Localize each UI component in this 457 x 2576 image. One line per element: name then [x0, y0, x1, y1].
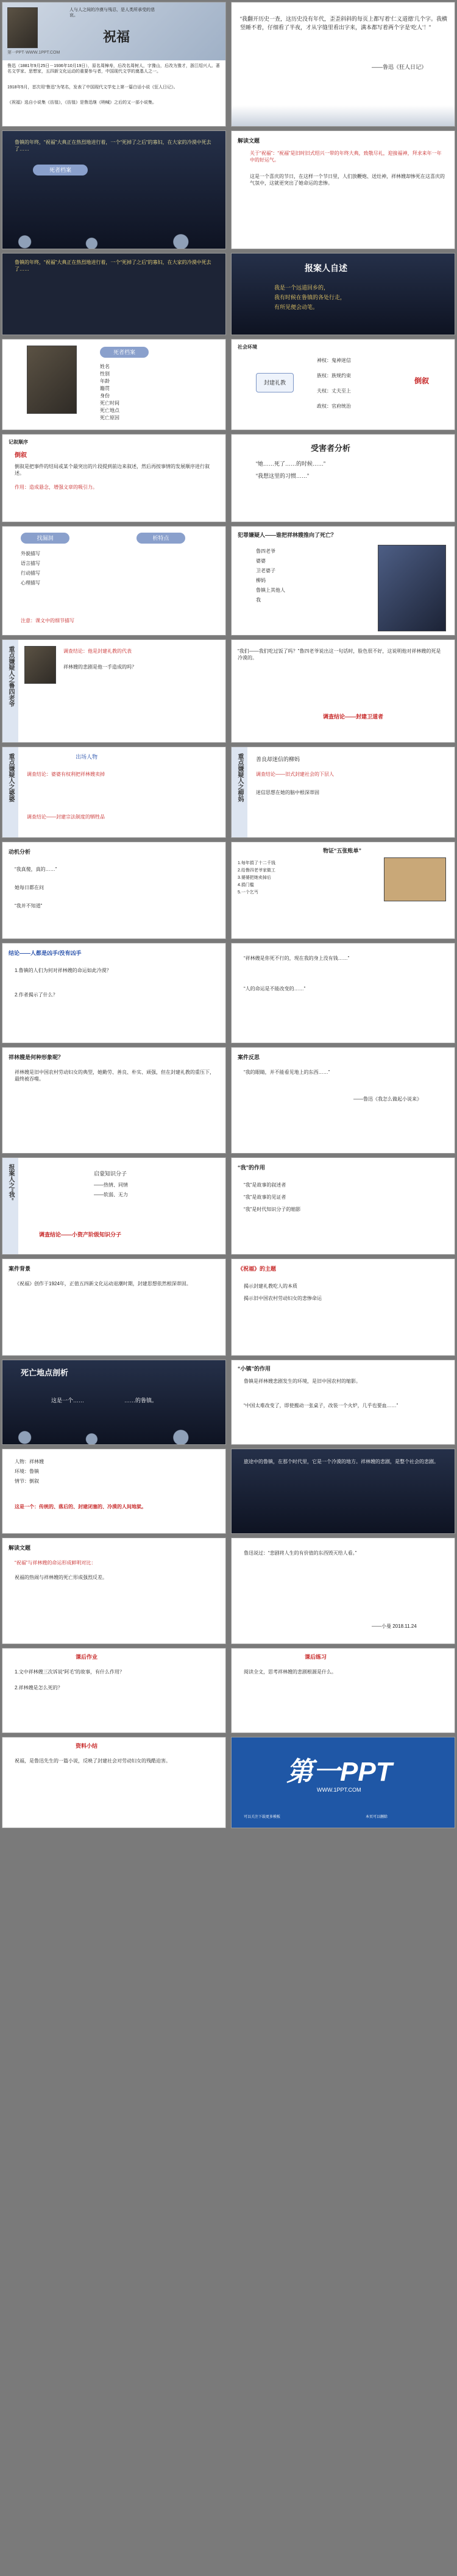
slide-3[interactable]	[2, 130, 226, 249]
reporter-title: 报案人自述	[305, 263, 347, 273]
liuma-p2: 调查结论——旧式封建社会的下层人	[256, 772, 334, 777]
slide-9[interactable]	[2, 434, 226, 522]
narrator-l3: ——软弱、无力	[94, 1192, 128, 1198]
cover-url: 第一PPT·WWW.1PPT.COM	[7, 51, 60, 55]
reporter-line-3: 有所见便会动笔。	[274, 304, 319, 310]
slide-6[interactable]	[231, 253, 455, 335]
slide-10[interactable]	[231, 434, 455, 522]
slide-21[interactable]	[2, 1047, 226, 1154]
summary-1: 人物：祥林嫂	[15, 1459, 44, 1464]
slide-27[interactable]	[2, 1360, 226, 1445]
tag-find-gaps: 找漏洞	[21, 533, 69, 544]
cover-title: 祝福	[103, 29, 130, 44]
title2-p1: “祝福”与祥林嫂的命运形成鲜明对比：	[15, 1560, 96, 1566]
slide-18[interactable]	[231, 842, 455, 939]
place-title: 死亡地点剖析	[21, 1368, 69, 1377]
bill-2: 2.给鲁四老爷家做工	[238, 868, 275, 873]
closing-signature: ——小曼 2018.11.24	[372, 1623, 417, 1629]
slide-24[interactable]	[231, 1157, 455, 1255]
section-head: 解读文题	[238, 138, 260, 144]
slide-34[interactable]	[231, 1648, 455, 1733]
file-row-3: 年龄	[100, 378, 110, 384]
env-right: 倒叙	[414, 377, 430, 385]
town-head: “小镇”的作用	[238, 1366, 271, 1372]
motive-1: “我真傻，真的……”	[15, 867, 57, 872]
slide-2[interactable]	[231, 2, 455, 127]
title-note-1: 关于“祝福”：“祝福”是旧时旧式绍兴一带的年终大典，致敬尽礼，迎接福神，拜求来年一年中的好运气。	[250, 151, 442, 163]
order-p1: 倒叙是把事件的结局或某个最突出的片段提到前边来叙述，然后再按事情的发展顺序进行叙述。	[15, 464, 210, 476]
deceased-label: 死者档案	[33, 165, 88, 176]
suspect-4: 柳妈	[256, 578, 266, 583]
analysis-item-1: 外貌描写	[21, 551, 40, 556]
town-quote: “中国太难改变了，即使搬动一张桌子，改装一个火炉，几乎也要血……”	[244, 1403, 399, 1408]
footer-note-2: 本页可以删除	[366, 1815, 388, 1819]
slide-14[interactable]	[231, 639, 455, 743]
theme-head: 《祝福》的主题	[238, 1266, 277, 1272]
quote-p2: “人的命运是不能改变的……”	[244, 986, 306, 992]
slide-25[interactable]	[2, 1258, 226, 1356]
liuma-p3: 迷信思想在她的脑中根深蒂固	[256, 790, 319, 795]
motive-3: “我并不知道”	[15, 903, 43, 909]
conclusion-1: 调查结论：婆婆有权利把祥林嫂卖掉	[27, 772, 105, 777]
slide-13[interactable]	[2, 639, 226, 743]
homework-1: 1.文中祥林嫂三次诉说“阿毛”的故事，有什么作用？	[15, 1669, 124, 1675]
image-head: 祥林嫂是何种形象呢？	[9, 1054, 64, 1060]
analysis-item-3: 行动描写	[21, 570, 40, 576]
order-lead: 倒叙	[15, 452, 27, 459]
place-p2: ……的鲁镇。	[124, 1397, 158, 1403]
banner-text: 鲁镇的年终，“祝福”大典正在热烈地进行着，一个“死掉了之后”的寡妇，在大家的冷漠中死去了……	[15, 260, 211, 272]
conclusion-head: 结论——人都是凶手/没有凶手	[9, 950, 82, 956]
file-row-4: 籍贯	[100, 386, 110, 391]
exercise-text: 阅读全文，思考祥林嫂的悲剧根源是什么。	[244, 1669, 336, 1675]
slide-23[interactable]	[2, 1157, 226, 1255]
role-1: “我”是故事的叙述者	[244, 1182, 286, 1188]
role-2: “我”是故事的见证者	[244, 1194, 286, 1200]
reflect-source: ——鲁迅《我怎么做起小说来》	[353, 1096, 422, 1102]
bill-5: 5.一个乞丐	[238, 890, 258, 895]
suspect-5: 鲁镇上其他人	[256, 587, 285, 593]
slide-30[interactable]	[231, 1449, 455, 1534]
homework-head: 课后作业	[76, 1654, 98, 1660]
detective-image	[378, 545, 446, 631]
image-text: 祥林嫂是旧中国农村劳动妇女的典型，她勤劳、善良、朴实、顽强，但在封建礼教的重压下，最终被吞噬。	[15, 1070, 214, 1082]
order-head: 记叙顺序	[9, 439, 28, 445]
reflect-text: “我的眼睛，并不能看见地上的东西……”	[244, 1070, 330, 1075]
place-p1: 这是一个……	[51, 1397, 85, 1403]
summary-2: 环境：鲁镇	[15, 1469, 39, 1474]
suspect-1: 鲁四老爷	[256, 548, 275, 554]
file-row-1: 姓名	[100, 364, 110, 369]
analysis-note: 注意：课文中的细节描写	[21, 618, 74, 623]
narrator-tag: 调查结论——小资产阶级知识分子	[39, 1232, 122, 1238]
theme-1: 揭示封建礼教吃人的本质	[244, 1283, 297, 1289]
summary-tag: 这是一个：传统的、落后的、封建闭塞的、冷漠的人间地狱。	[15, 1504, 146, 1510]
summary-3: 情节：倒叙	[15, 1478, 39, 1484]
suspect-2: 婆婆	[256, 558, 266, 564]
cover-lead: 人与人之间的冷漠与残忍，是人类所承受的悲哀。	[69, 8, 155, 18]
file-row-2: 性别	[100, 371, 110, 377]
closing-quote: 鲁迅说过：“悲剧将人生的有价值的东西毁灭给人看。”	[244, 1550, 357, 1556]
quote-paragraph: “我们——我们吃过饭了吗？”鲁四老爷说出这一句话时，脸色很不好，这说明他对祥林嫂的死是冷漠的。	[238, 648, 441, 661]
conclusion-a: 2.作者揭示了什么？	[15, 992, 58, 998]
intro-para-2: 1918年5月，首次用“鲁迅”为笔名，发表了中国现代文学史上第一篇白话小说《狂人日记》。	[7, 85, 178, 90]
victim-photo	[27, 346, 77, 414]
slide-4[interactable]	[231, 130, 455, 249]
title2-head: 解读文题	[9, 1545, 31, 1551]
file-row-7: 死亡地点	[100, 408, 119, 413]
evidence-head: 物证“五张账单”	[323, 848, 362, 854]
quote-p1: “祥林嫂是你死不行的，现在我的身上没有钱……”	[244, 956, 350, 961]
slide-28[interactable]	[231, 1360, 455, 1445]
slide-32[interactable]	[231, 1538, 455, 1644]
quote-text: “我翻开历史一查，这历史没有年代，歪歪斜斜的每页上都写着‘仁义道德’几个字。我横竖睡不着，仔细看了半夜，才从字缝里看出字来，满本都写着两个字是‘吃人’！”	[240, 16, 447, 31]
motive-2: 她每日都在问	[15, 885, 44, 890]
suspect-title: 犯罪嫌疑人——谁把祥林嫂推向了死亡？	[238, 532, 337, 538]
brand-logo: 第一PPT	[286, 1757, 392, 1787]
slide-33[interactable]	[2, 1648, 226, 1733]
snow-decoration	[2, 1427, 225, 1444]
intro-para-3: 《祝福》选自小说集《彷徨》，《彷徨》是鲁迅继《呐喊》之后的又一部小说集。	[7, 101, 157, 105]
summary-head: 资料小结	[76, 1743, 98, 1749]
slide-19[interactable]	[2, 943, 226, 1043]
tag-analyze: 析特点	[136, 533, 185, 544]
suspect-tag: 出场人物	[76, 754, 98, 760]
narrator-l1: 启蒙知识分子	[94, 1171, 127, 1177]
liuma-p1: 善良却迷信的柳妈	[256, 756, 300, 762]
env-item-3: 夫权：丈夫至上	[317, 388, 351, 394]
title2-p2: 祝福的热闹与祥林嫂的死亡形成强烈反差。	[15, 1575, 107, 1580]
conclusion-1: 调查结论：他是封建礼教的代表	[63, 648, 132, 654]
slide-26[interactable]	[231, 1258, 455, 1356]
reflect-head: 案件反思	[238, 1054, 260, 1060]
town-night-text: 旅途中的鲁镇，在那个时代里，它是一个冷漠的地方。祥林嫂的悲剧，是整个社会的悲剧。	[244, 1459, 439, 1464]
theme-2: 揭示旧中国农村劳动妇女的悲惨命运	[244, 1296, 322, 1301]
env-center: 封建礼教	[256, 373, 294, 392]
slide-16[interactable]	[231, 747, 455, 838]
town-text: 鲁镇是祥林嫂悲剧发生的环境，是旧中国农村的缩影。	[244, 1378, 361, 1384]
intro-para-1: 鲁迅（1881年9月25日－1936年10月19日），原名周樟寿，后改名周树人，字豫山，后改为豫才，浙江绍兴人。著名文学家、思想家，五四新文化运动的重要参与者，中国现代文学的奠基人之一。	[7, 64, 220, 74]
brand-url[interactable]: WWW.1PPT.COM	[317, 1787, 361, 1793]
slide-7[interactable]	[2, 339, 226, 430]
analysis-item-2: 语言描写	[21, 561, 40, 566]
deceased-file-label: 死者档案	[100, 347, 149, 358]
exercise-head: 课后练习	[305, 1654, 327, 1660]
night-banner-text: 鲁镇的年终，“祝福”大典正在热烈地进行着，一个“死掉了之后”的寡妇，在大家的冷漠中死去了……	[15, 140, 211, 152]
footer-note-1: 可以关注下载更多模板	[244, 1815, 281, 1819]
slide-35[interactable]	[2, 1737, 226, 1828]
env-item-4: 政权：官府统治	[317, 403, 351, 409]
slide-20[interactable]	[231, 943, 455, 1043]
motive-head: 动机分析	[9, 849, 31, 855]
role-3: “我”是时代知识分子的缩影	[244, 1207, 301, 1212]
env-item-2: 族权：族规约束	[317, 373, 351, 378]
bg-head: 案件背景	[9, 1266, 31, 1272]
slide-22[interactable]	[231, 1047, 455, 1154]
slide-5[interactable]	[2, 253, 226, 335]
conclusion-tag: 调查结论——封建卫道者	[323, 714, 384, 720]
victim-title: 受害者分析	[311, 444, 351, 453]
bill-3: 3.婆婆把她卖掉后	[238, 876, 271, 880]
bill-1: 1.每年捐了十二千钱	[238, 861, 275, 865]
env-head: 社会环境	[238, 344, 257, 350]
title-note-2: 这是一个喜庆的节日，在这样一个节日里，人们放鞭炮、送灶神，祥林嫂却惨死在这喜庆的气氛中，这就更突出了她命运的悲惨。	[250, 174, 445, 186]
snow-decoration	[2, 232, 225, 249]
bg-text: 《祝福》创作于1924年，正值五四新文化运动退潮时期，封建思想依然根深蒂固。	[15, 1281, 191, 1286]
order-p2: 作用：造成悬念，增强文章的吸引力。	[15, 484, 97, 490]
analysis-item-4: 心理描写	[21, 580, 40, 586]
file-row-8: 死亡原因	[100, 415, 119, 420]
suspect-photo	[24, 646, 56, 684]
reporter-line-2: 我有时候在鲁镇的各处行走，	[274, 294, 346, 300]
slide-36[interactable]	[231, 1737, 455, 1828]
narrator-l2: ——热情、同情	[94, 1182, 128, 1188]
summary-text: 祝福，是鲁迅先生的一篇小说，反映了封建社会对劳动妇女的残酷迫害。	[15, 1758, 171, 1764]
suspect-3: 卫老婆子	[256, 568, 275, 573]
file-row-6: 死亡时间	[100, 400, 119, 406]
slide-15[interactable]	[2, 747, 226, 838]
slide-8[interactable]	[231, 339, 455, 430]
bill-4: 4.捐门槛	[238, 883, 254, 887]
reporter-line-1: 我是一个远道回乡的，	[274, 285, 330, 291]
snow-decoration	[232, 105, 455, 126]
slides-grid	[2, 2, 455, 1828]
slide-11[interactable]	[2, 526, 226, 636]
victim-quote: “她……死了……的时候……”	[256, 461, 325, 467]
side-title: 重点嫌疑人之柳妈	[236, 753, 243, 802]
victim-text: “我想这里的习惯……”	[256, 473, 309, 479]
suspect-6: 我	[256, 597, 261, 603]
file-row-5: 身份	[100, 393, 110, 399]
side-title: 重点嫌疑人之鲁四老爷	[7, 646, 14, 707]
quote-attribution: ——鲁迅《狂人日记》	[372, 64, 427, 70]
slide-1[interactable]	[2, 2, 226, 127]
conclusion-2: 调查结论——封建宗法制度的牺牲品	[27, 814, 105, 820]
role-head: “我”的作用	[238, 1165, 266, 1171]
homework-2: 2.祥林嫂是怎么死的？	[15, 1685, 63, 1691]
side-title: 重点嫌疑人之婆婆	[7, 753, 14, 802]
ledger-image	[384, 857, 446, 901]
slide-17[interactable]	[2, 842, 226, 939]
env-item-1: 神权：鬼神迷信	[317, 358, 351, 363]
conclusion-2: 祥林嫂的悲剧是他一手造成的吗？	[63, 664, 136, 670]
slide-29[interactable]	[2, 1449, 226, 1534]
side-title: 报案人之“我”	[7, 1164, 14, 1201]
conclusion-q: 1.鲁镇的人们为何对祥林嫂的命运如此冷漠？	[15, 968, 112, 973]
slide-12[interactable]	[231, 526, 455, 636]
slide-31[interactable]	[2, 1538, 226, 1644]
author-portrait	[7, 7, 38, 48]
